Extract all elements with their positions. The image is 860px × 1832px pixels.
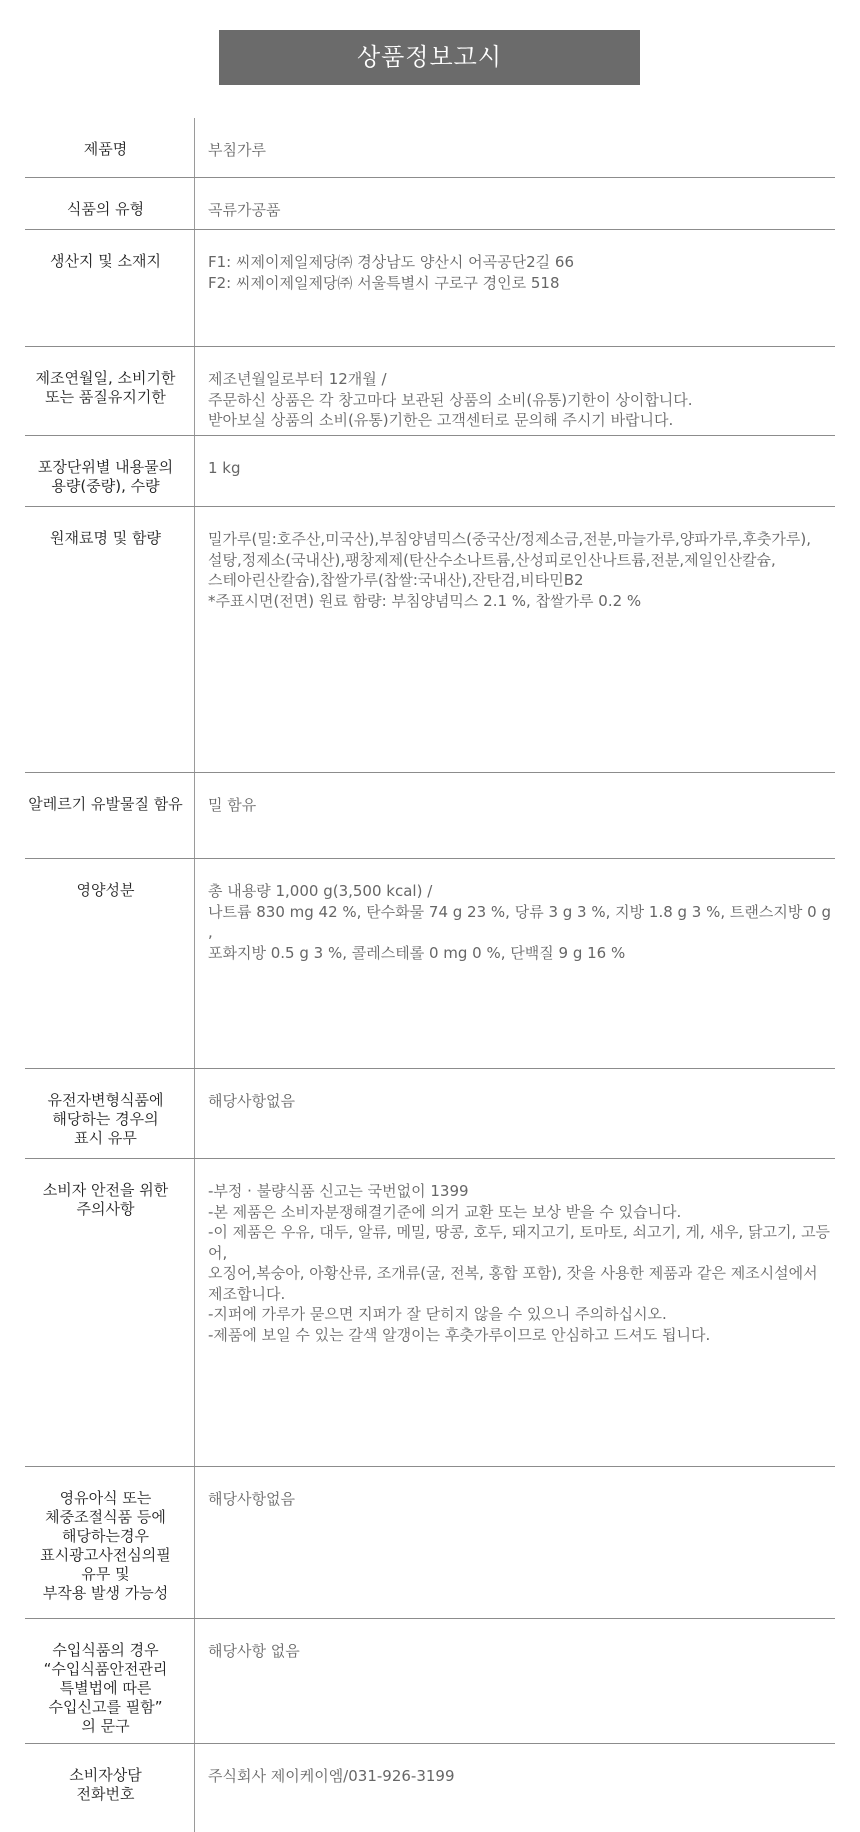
row-label: 소비자 안전을 위한 주의사항 xyxy=(42,1181,169,1218)
table-row xyxy=(25,1069,835,1159)
table-row xyxy=(25,1619,835,1744)
row-value: -부정 · 불량식품 신고는 국번없이 1399 -본 제품은 소비자분쟁해결기준에 의거 교환 또는 보상 받을 수 있습니다. -이 제품은 우유, 대두, 알류, 메밀, 땅콩, 호두, 돼지고기, 토마토, 쇠고기, 게, 새우, 닭고기, 고등어, 오징어,복숭아, 아황산류, 조개류(굴, 전복, 홍합 포함), 잣을 사용한 제품과 같은 제조시설에서 제조합니다. -지퍼에 가루가 묻으면 지퍼가 잘 닫히지 않을 수 있으니 주의하십시오. -제품에 보일 수 있는 갈색 알갱이는 후춧가루이므로 안심하고 드셔도 됩니다. xyxy=(208,1182,831,1344)
table-row xyxy=(25,507,835,773)
row-value: 1 kg xyxy=(208,459,241,477)
row-value: 제조년월일로부터 12개월 / 주문하신 상품은 각 창고마다 보관된 상품의 소비(유통)기한이 상이합니다. 받아보실 상품의 소비(유통)기한은 고객센터로 문의해 주시기 바랍니다. xyxy=(208,370,693,429)
table-row xyxy=(25,118,835,178)
row-label: 포장단위별 내용물의 용량(중량), 수량 xyxy=(37,458,174,495)
row-value: 주식회사 제이케이엠/031-926-3199 xyxy=(208,1767,455,1785)
row-label: 생산지 및 소재지 xyxy=(50,252,161,270)
table-row xyxy=(25,178,835,230)
page-title: 상품정보고시 xyxy=(219,30,640,85)
row-label: 영유아식 또는 체중조절식품 등에 해당하는경우 표시광고사전심의필 유무 및 부작용 발생 가능성 xyxy=(40,1489,171,1602)
row-label: 원재료명 및 함량 xyxy=(50,529,161,547)
row-label: 영양성분 xyxy=(76,881,135,899)
row-value: 해당사항없음 xyxy=(208,1490,295,1508)
table-row xyxy=(25,347,835,436)
row-label: 수입식품의 경우 “수입식품안전관리 특별법에 따른 수입신고를 필함” 의 문구 xyxy=(43,1641,168,1735)
row-label: 제조연월일, 소비기한 또는 품질유지기한 xyxy=(35,369,176,406)
row-value: 곡류가공품 xyxy=(208,201,281,219)
table-row xyxy=(25,859,835,1069)
row-value: 총 내용량 1,000 g(3,500 kcal) / 나트륨 830 mg 42 %, 탄수화물 74 g 23 %, 당류 3 g 3 %, 지방 1.8 g 3 %, 트랜스지방 0 g , 포화지방 0.5 g 3 %, 콜레스테롤 0 mg 0 %, 단백질 9 g 16 % xyxy=(208,882,831,962)
table-row xyxy=(25,230,835,347)
row-value: 밀가루(밀:호주산,미국산),부침양념믹스(중국산/정제소금,전분,마늘가루,양파가루,후춧가루), 설탕,정제소(국내산),팽창제제(탄산수소나트륨,산성피로인산나트륨,전분,제일인산칼슘, 스테아린산칼슘),찹쌀가루(찹쌀:국내산),잔탄검,비타민B2 *주표시면(전면) 원료 함량: 부침양념믹스 2.1 %, 찹쌀가루 0.2 % xyxy=(208,530,812,610)
row-value: 해당사항 없음 xyxy=(208,1642,300,1660)
table-row xyxy=(25,1744,835,1832)
row-label: 알레르기 유발물질 함유 xyxy=(28,795,183,813)
table-row xyxy=(25,1159,835,1467)
table-row xyxy=(25,773,835,859)
table-row xyxy=(25,436,835,507)
row-value: 해당사항없음 xyxy=(208,1092,295,1110)
row-label: 제품명 xyxy=(83,140,128,158)
row-value: 부침가루 xyxy=(208,141,266,159)
table-row xyxy=(25,1467,835,1619)
row-label: 식품의 유형 xyxy=(66,200,145,218)
row-label: 소비자상담 전화번호 xyxy=(69,1766,142,1803)
row-label: 유전자변형식품에 해당하는 경우의 표시 유무 xyxy=(47,1091,164,1147)
row-value: F1: 씨제이제일제당㈜ 경상남도 양산시 어곡공단2길 66 F2: 씨제이제일제당㈜ 서울특별시 구로구 경인로 518 xyxy=(208,253,575,292)
row-value: 밀 함유 xyxy=(208,796,257,814)
